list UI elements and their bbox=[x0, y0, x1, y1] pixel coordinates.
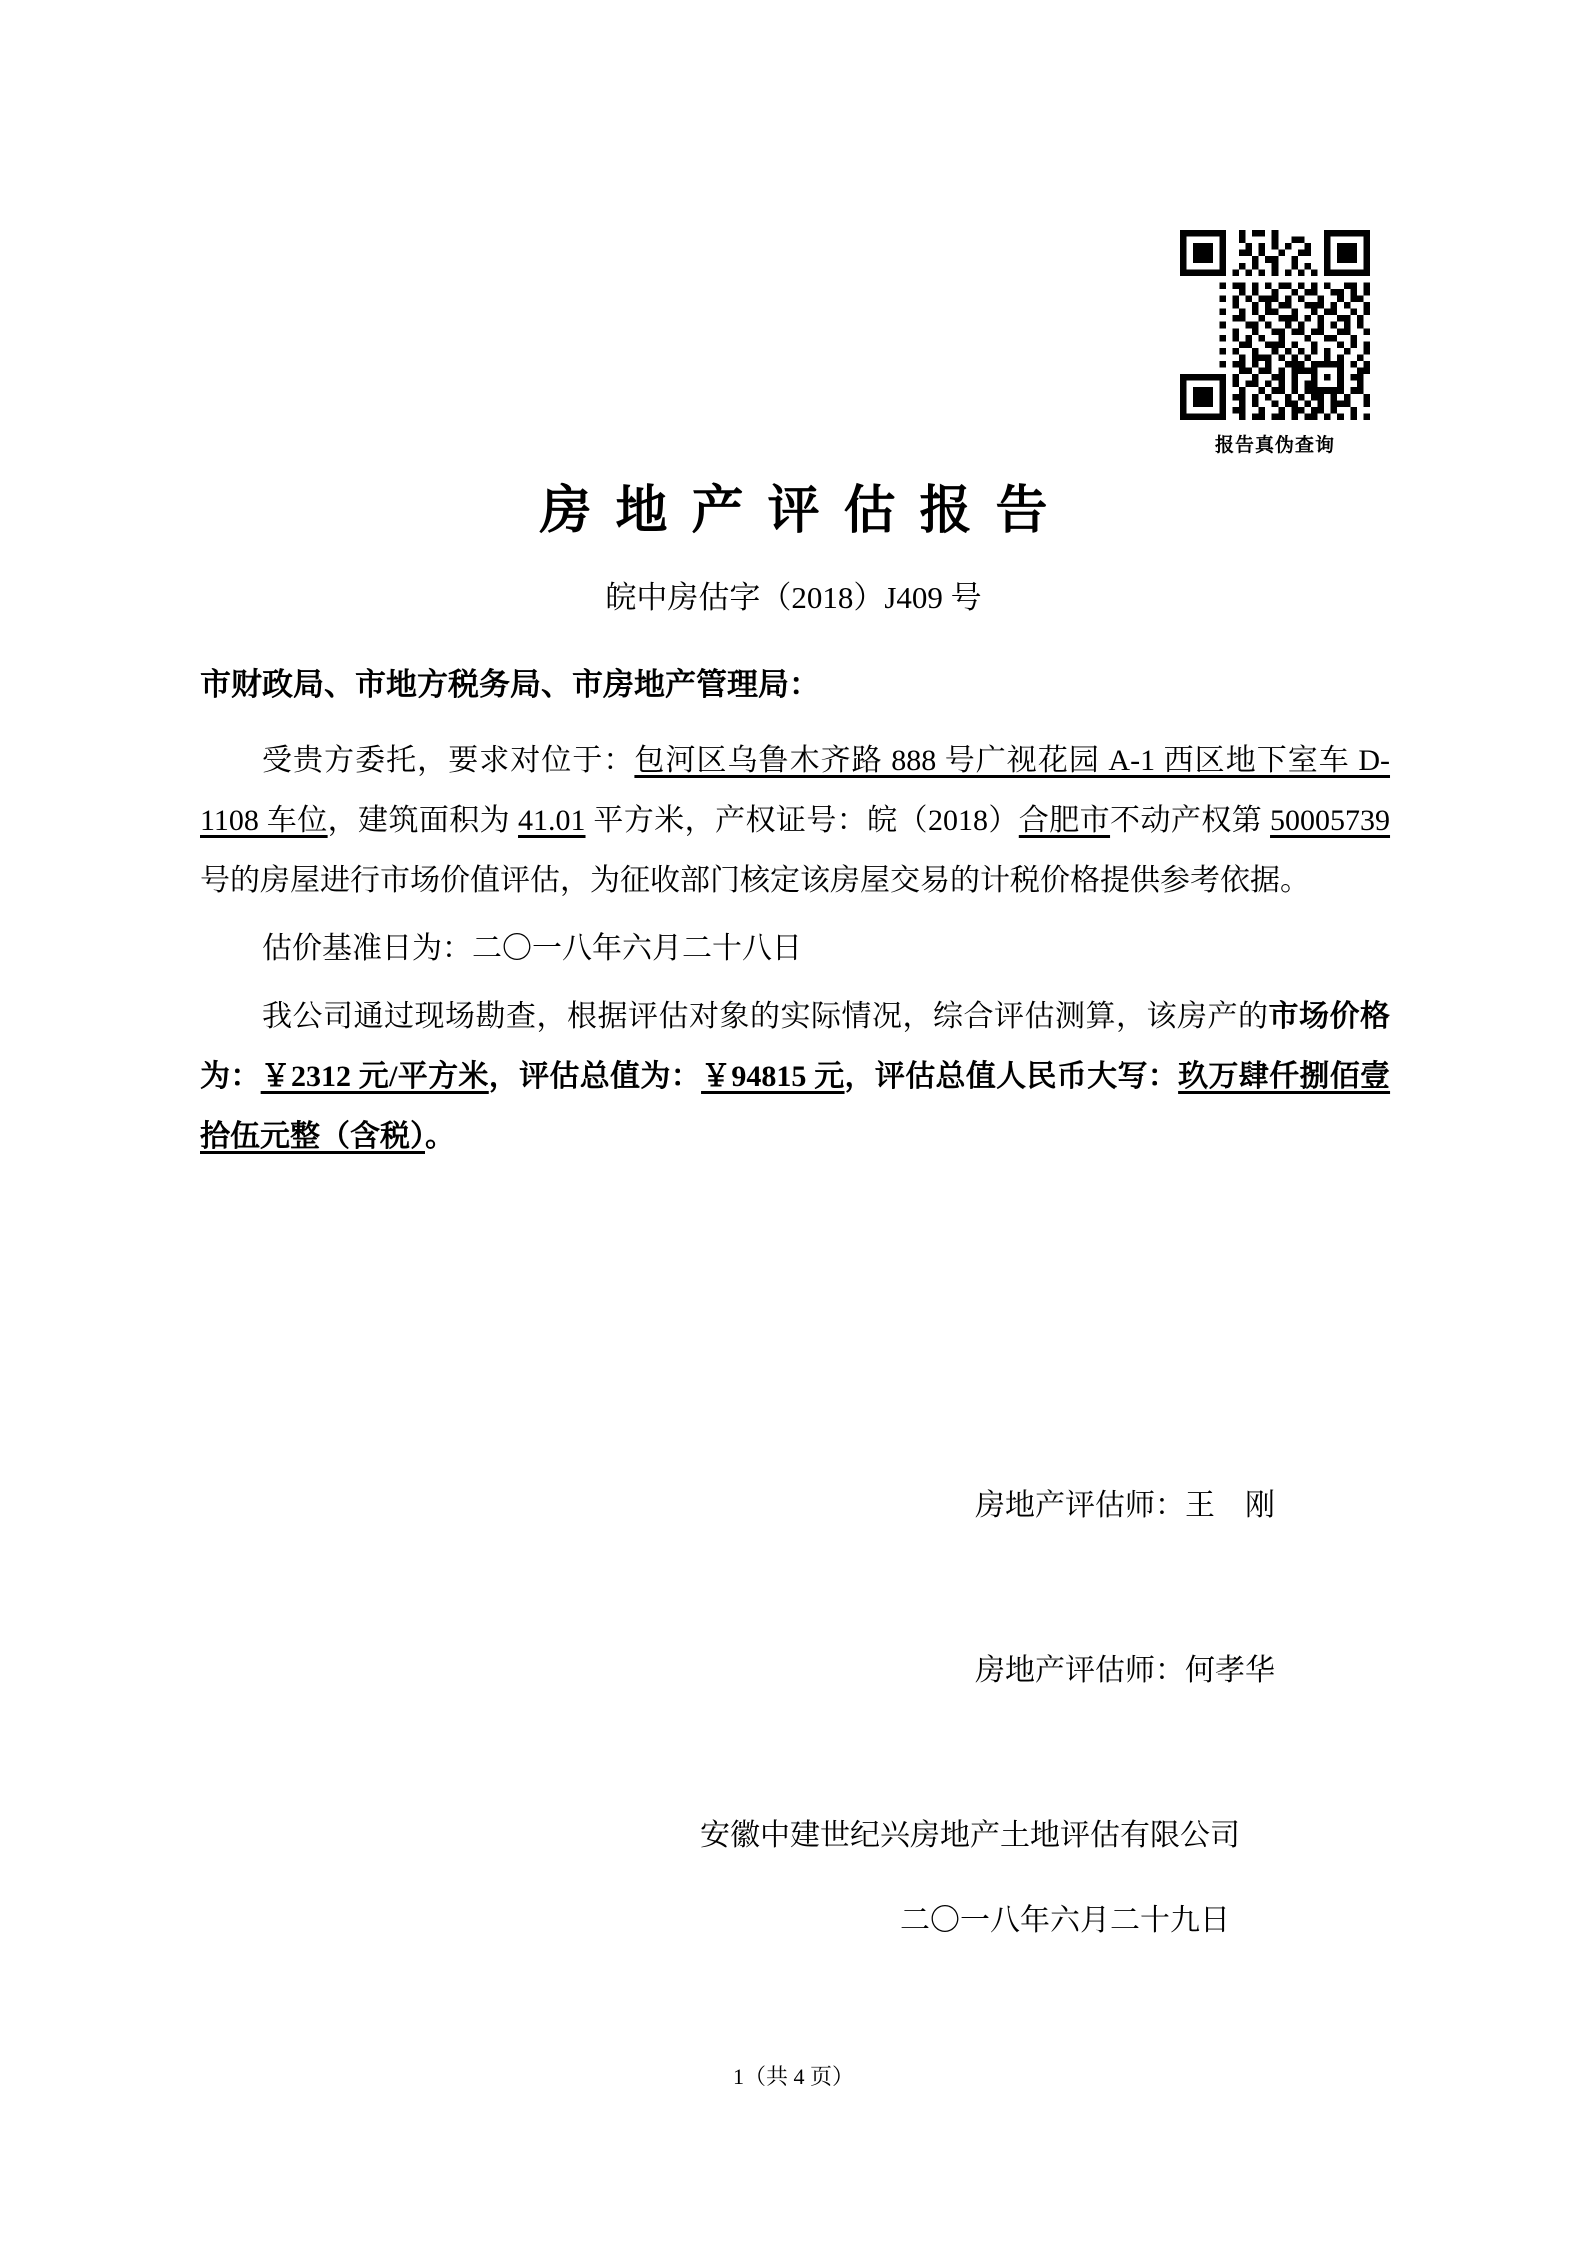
qr-code-icon bbox=[1180, 230, 1370, 420]
p3-tail: 。 bbox=[425, 1120, 455, 1153]
unit-price-value: ￥2312 元/平方米 bbox=[260, 1060, 489, 1093]
page-footer: 1（共 4 页） bbox=[732, 2064, 854, 2089]
company-name: 安徽中建世纪兴房地产土地评估有限公司 bbox=[700, 1819, 1240, 1852]
total-words-label: 估总值人民币大写： bbox=[905, 1060, 1179, 1093]
qr-verification-block bbox=[1175, 230, 1375, 457]
building-area-value: 41.01 bbox=[518, 804, 586, 837]
document-body bbox=[200, 655, 1390, 1167]
p3-lead: 我公司通过现场勘查，根据评估对象的实际情况，综合评估测算，该房产的 bbox=[262, 1000, 1269, 1033]
p1-mid2: 平方米，产权证号：皖（2018） bbox=[585, 804, 1019, 837]
page-title: 房地产评估报告 bbox=[539, 483, 1072, 540]
addressee-line: 市财政局、市地方税务局、市房地产管理局： bbox=[200, 667, 820, 702]
paragraph-commission bbox=[200, 731, 1390, 911]
property-address: 包河区乌鲁木齐路 888 号广视花园 A-1 西区地下室车 D-1108 车位 bbox=[200, 744, 1391, 837]
unit-price-label: 市场价格为： bbox=[200, 1000, 1390, 1093]
paragraph-result bbox=[200, 987, 1390, 1167]
p1-mid1: ，建筑面积为 bbox=[327, 804, 519, 837]
total-value: ￥94815 元 bbox=[701, 1060, 845, 1093]
appraiser-signature-2: 房地产评估师：何孝华 bbox=[975, 1654, 1275, 1687]
city-name: 合肥市 bbox=[1018, 804, 1111, 837]
appraiser-signature-1: 房地产评估师：王 刚 bbox=[975, 1489, 1275, 1522]
p3-mid1: ，评估总值为： bbox=[488, 1060, 702, 1093]
certificate-number: 50005739 bbox=[1270, 804, 1391, 837]
p3-mid2: ，评 bbox=[844, 1060, 906, 1093]
p1-tail: 号的房屋进行市场价值评估，为征收部门核定该房屋交易的计税价格提供参考依据。 bbox=[200, 864, 1310, 897]
p1-lead: 受贵方委托，要求对位于： bbox=[262, 744, 635, 777]
document-number: 皖中房估字（2018）J409 号 bbox=[605, 580, 982, 615]
report-date: 二〇一八年六月二十九日 bbox=[900, 1904, 1230, 1937]
total-value-in-words: 玖万肆仟捌佰壹拾伍元整（含税） bbox=[200, 1060, 1391, 1153]
p1-mid3: 不动产权第 bbox=[1110, 804, 1271, 837]
paragraph-valuation-date: 估价基准日为：二〇一八年六月二十八日 bbox=[262, 932, 802, 965]
qr-caption: 报告真伪查询 bbox=[1214, 435, 1335, 456]
